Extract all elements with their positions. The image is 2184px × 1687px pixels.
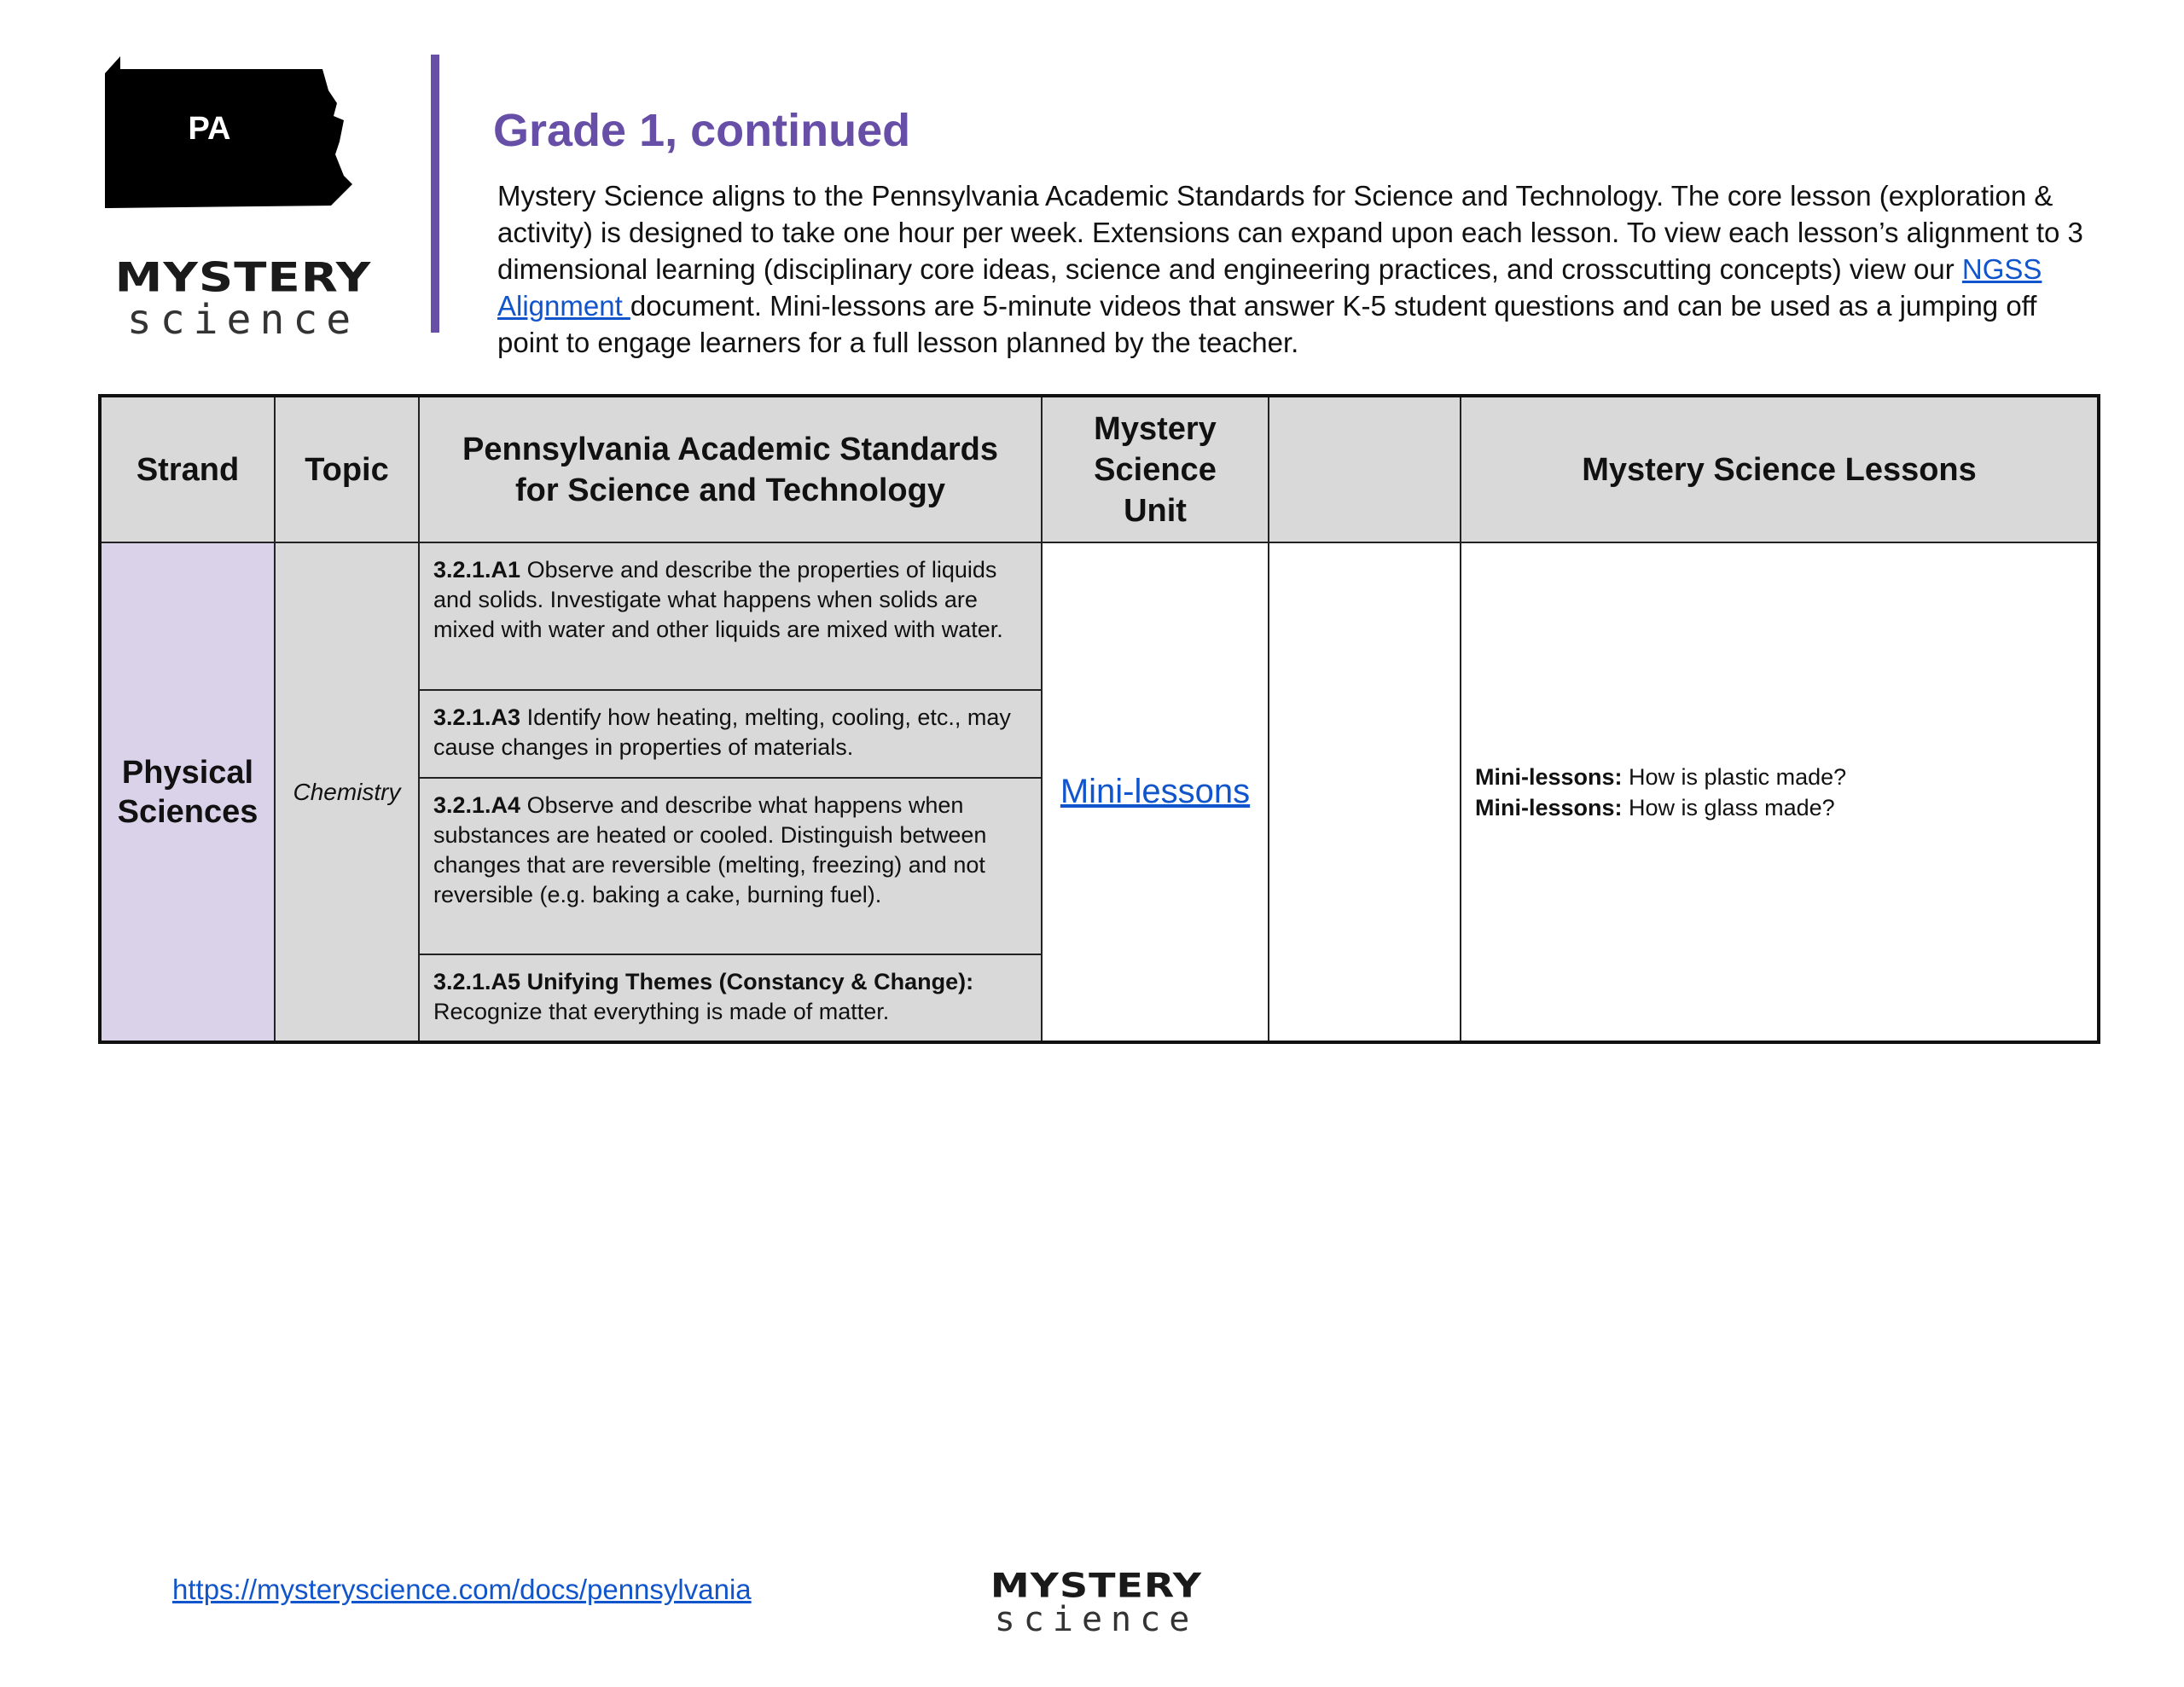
lesson-item[interactable]: Mini-lessons: How is plastic made? [1475,763,1847,790]
intro-paragraph: Mystery Science aligns to the Pennsylvania Academic Standards for Science and Technology. The core lesson (exploration & activity) is designed to take one hour per week. Extensions can expand upon each lesson. To view each lesson’s alignment to 3 dimensional learning (disciplinary core ideas, science and engineering practices, and crosscutting concepts) view our NGSS Alignment document. Mini-lessons are 5-minute videos that answer K-5 student questions and can be used as a jumping off point to engage learners for a full lesson planned by the teacher. [497,180,2083,358]
table-header-row [100,396,2099,542]
strand-cell: Physical Sciences [100,542,275,1042]
header-unit: Mystery Science Unit [1042,396,1269,542]
blank-cell [1269,542,1461,1042]
standards-table [98,394,2100,1044]
header-blank [1269,396,1461,542]
footer-logo: MYSTERY science [990,1566,1203,1639]
header-strand: Strand [100,396,275,542]
standard-cell: 3.2.1.A4 Observe and describe what happens when substances are heated or cooled. Distinguish between changes that are reversible (melting, freezing) and not reversible (e.g. baking a cake, burning fuel). [419,778,1042,954]
lessons-cell [1461,542,2099,1042]
ngss-alignment-link[interactable]: NGSS Alignment [497,253,2042,322]
standard-cell: 3.2.1.A5 Unifying Themes (Constancy & Change): Recognize that everything is made of matter. [419,954,1042,1042]
topic-cell: Chemistry [275,542,419,1042]
header-topic: Topic [275,396,419,542]
mystery-science-logo: MYSTERY science [114,253,372,344]
page-title: Grade 1, continued [493,105,911,156]
mini-lessons-link[interactable]: Mini-lessons [1060,773,1251,810]
standard-cell: 3.2.1.A3 Identify how heating, melting, cooling, etc., may cause changes in properties of materials. [419,690,1042,778]
table-row [100,542,2099,690]
header-standards: Pennsylvania Academic Standards for Science and Technology [419,396,1042,542]
lesson-item[interactable]: Mini-lessons: How is glass made? [1475,794,1835,820]
header-lessons: Mystery Science Lessons [1461,396,2099,542]
unit-cell [1042,542,1269,1042]
standard-cell: 3.2.1.A1 Observe and describe the properties of liquids and solids. Investigate what happens when solids are mixed with water and other liquids are mixed with water. [419,542,1042,690]
footer-url-link[interactable]: https://mysteryscience.com/docs/pennsylvania [172,1574,752,1605]
divider [431,55,439,333]
state-label: PA [188,111,231,147]
